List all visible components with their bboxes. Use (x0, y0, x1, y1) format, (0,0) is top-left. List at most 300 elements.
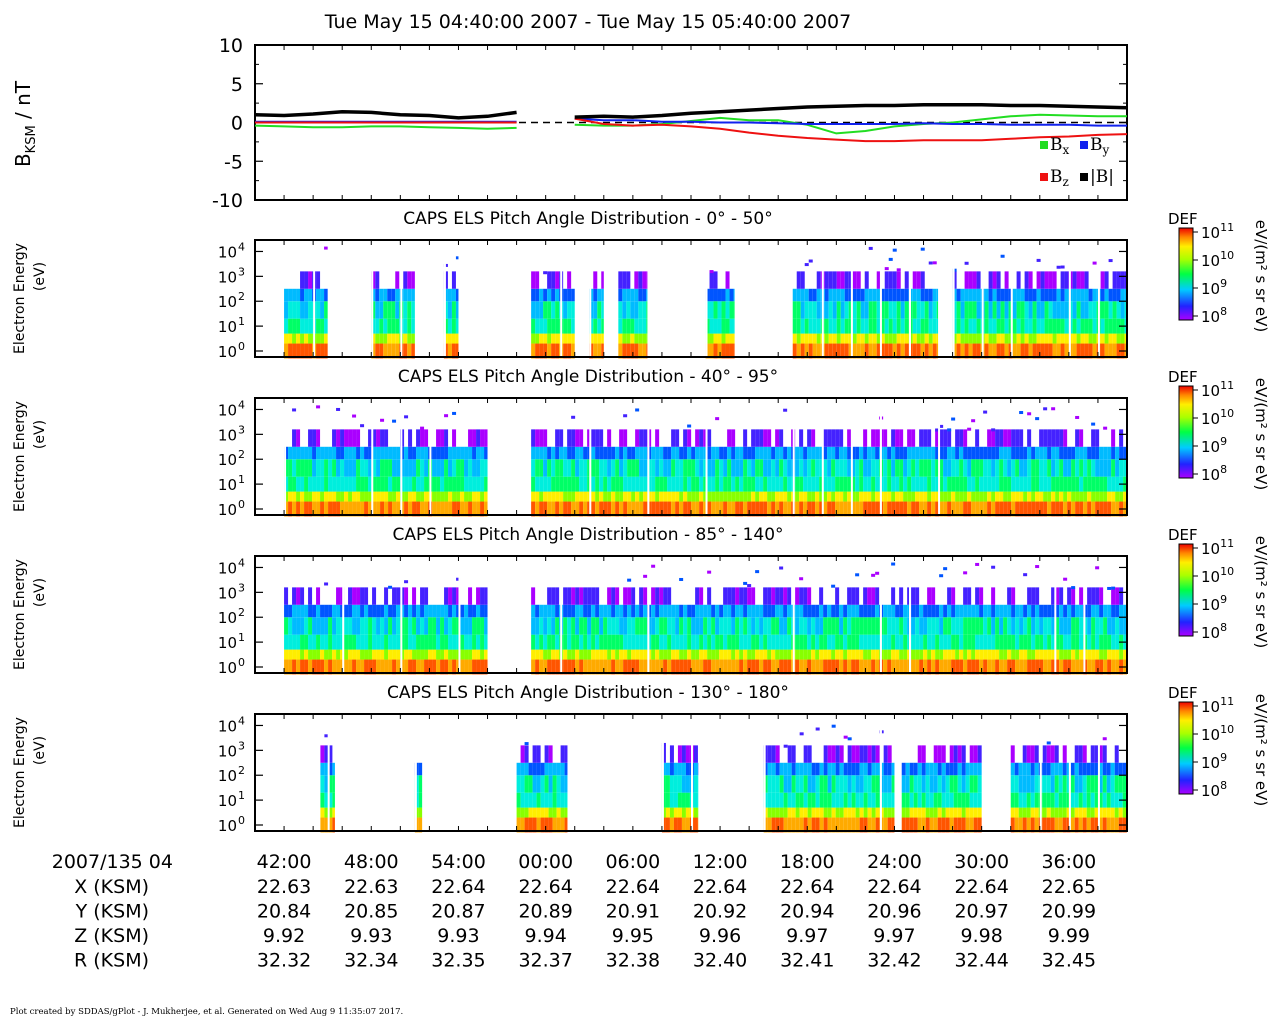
spectrogram-ylabel-unit: (eV) (32, 735, 48, 766)
heatmap-cell (1119, 650, 1123, 660)
heatmap-cell (1015, 459, 1019, 476)
ephemeris-value: 20.85 (344, 900, 399, 923)
heatmap-cell (699, 617, 703, 634)
heatmap-cell (943, 459, 947, 476)
ephemeris-value: 20.97 (954, 900, 1009, 923)
heatmap-cell (797, 334, 801, 344)
heatmap-cell (529, 808, 533, 818)
heatmap-cell (897, 301, 901, 318)
heatmap-cell (448, 635, 452, 650)
heatmap-cell (547, 319, 551, 334)
heatmap-cell (679, 635, 683, 650)
heatmap-cell (923, 650, 927, 660)
heatmap-cell (848, 737, 852, 740)
heatmap-cell (638, 301, 642, 318)
heatmap-cell (1031, 617, 1035, 634)
heatmap-cell (710, 319, 714, 334)
heatmap-cell (571, 492, 575, 502)
heatmap-cell (639, 605, 643, 617)
heatmap-cell (593, 301, 597, 318)
heatmap-cell (324, 605, 328, 617)
heatmap-cell (911, 587, 915, 604)
heatmap-cell (983, 492, 987, 502)
heatmap-cell (575, 459, 579, 476)
heatmap-cell (963, 617, 967, 634)
heatmap-cell (292, 492, 296, 502)
heatmap-cell (1059, 650, 1063, 660)
heatmap-cell (979, 650, 983, 660)
heatmap-cell (1079, 447, 1083, 459)
heatmap-cell (1107, 459, 1111, 476)
heatmap-cell (396, 447, 400, 459)
heatmap-cell (360, 605, 364, 617)
heatmap-cell (320, 763, 324, 775)
heatmap-cell (930, 775, 934, 792)
heatmap-cell (824, 775, 828, 792)
heatmap-cell (796, 808, 800, 818)
heatmap-cell (875, 587, 879, 604)
heatmap-cell (328, 617, 332, 634)
heatmap-cell (727, 617, 731, 634)
spectrogram-ylabel-unit: (eV) (32, 419, 48, 450)
heatmap-cell (360, 617, 364, 634)
heatmap-cell (348, 635, 352, 650)
energy-tick-label: 100 (217, 814, 245, 835)
heatmap-cell (300, 605, 304, 617)
heatmap-cell (1047, 775, 1051, 792)
heatmap-cell (1063, 578, 1067, 581)
heatmap-cell (832, 745, 836, 762)
heatmap-cell (622, 271, 626, 288)
heatmap-cell (420, 429, 424, 446)
heatmap-cell (1091, 635, 1095, 650)
colorbar-tick-label: $10^9$ (1201, 593, 1228, 614)
x-tick-label: 12:00 (692, 851, 748, 873)
heatmap-cell (695, 459, 699, 476)
heatmap-cell (799, 587, 803, 604)
x-tick-label: 36:00 (1041, 851, 1097, 873)
heatmap-cell (863, 635, 867, 650)
heatmap-cell (979, 605, 983, 617)
heatmap-cell (763, 492, 767, 502)
heatmap-cell (902, 793, 906, 808)
heatmap-cell (1079, 617, 1083, 634)
heatmap-cell (843, 617, 847, 634)
heatmap-cell (304, 617, 308, 634)
heatmap-cell (312, 635, 316, 650)
heatmap-cell (1047, 429, 1051, 446)
heatmap-cell (432, 650, 436, 660)
heatmap-cell (979, 587, 983, 604)
heatmap-cell (360, 447, 364, 459)
heatmap-cell (1105, 334, 1109, 344)
heatmap-cell (545, 808, 549, 818)
heatmap-cell (1033, 301, 1037, 318)
heatmap-cell (567, 635, 571, 650)
heatmap-cell (727, 492, 731, 502)
heatmap-cell (1063, 808, 1067, 818)
heatmap-cell (428, 650, 432, 660)
heatmap-cell (622, 289, 626, 301)
heatmap-cell (784, 775, 788, 792)
heatmap-cell (444, 414, 448, 417)
heatmap-cell (845, 319, 849, 334)
heatmap-cell (718, 334, 722, 344)
heatmap-cell (1075, 477, 1079, 492)
heatmap-cell (974, 775, 978, 792)
heatmap-cell (1107, 492, 1111, 502)
heatmap-cell (967, 605, 971, 617)
heatmap-cell (871, 429, 875, 446)
heatmap-cell (1087, 459, 1091, 476)
heatmap-cell (1079, 775, 1083, 792)
heatmap-cell (388, 447, 392, 459)
heatmap-cell (1033, 334, 1037, 344)
heatmap-cell (974, 808, 978, 818)
heatmap-cell (995, 650, 999, 660)
gap-stripe (691, 714, 693, 831)
heatmap-cell (316, 319, 320, 334)
heatmap-cell (987, 429, 991, 446)
heatmap-cell (1035, 417, 1039, 420)
heatmap-cell (832, 725, 836, 728)
heatmap-cell (817, 319, 821, 334)
heatmap-cell (831, 459, 835, 476)
energy-tick-exp: 3 (238, 739, 245, 753)
heatmap-cell (626, 271, 630, 288)
heatmap-cell (867, 650, 871, 660)
heatmap-cell (1051, 808, 1055, 818)
heatmap-cell (456, 319, 459, 334)
heatmap-cell (931, 617, 935, 634)
heatmap-cell (316, 429, 320, 446)
heatmap-cell (1099, 605, 1103, 617)
heatmap-cell (408, 459, 412, 476)
heatmap-cell (1117, 334, 1121, 344)
heatmap-cell (1057, 334, 1061, 344)
heatmap-cell (925, 301, 929, 318)
heatmap-cell (872, 775, 876, 792)
heatmap-cell (929, 289, 933, 301)
heatmap-cell (887, 492, 891, 502)
heatmap-cell (911, 492, 915, 502)
heatmap-cell (643, 492, 647, 502)
heatmap-cell (947, 650, 951, 660)
heatmap-cell (595, 459, 599, 476)
heatmap-cell (1043, 635, 1047, 650)
heatmap-cell (432, 477, 436, 492)
heatmap-cell (787, 459, 791, 476)
heatmap-cell (779, 605, 783, 617)
heatmap-cell (611, 587, 615, 604)
heatmap-cell (966, 793, 970, 808)
heatmap-cell (844, 775, 848, 792)
heatmap-cell (551, 459, 555, 476)
heatmap-cell (884, 775, 888, 792)
heatmap-cell (284, 289, 288, 301)
heatmap-cell (567, 492, 571, 502)
heatmap-cell (480, 617, 484, 634)
heatmap-cell (456, 477, 460, 492)
gap-stripe (1040, 714, 1042, 831)
heatmap-cell (300, 650, 304, 660)
heatmap-cell (839, 635, 843, 650)
heatmap-cell (1077, 301, 1081, 318)
heatmap-cell (987, 447, 991, 459)
heatmap-cell (719, 605, 723, 617)
heatmap-cell (525, 793, 529, 808)
heatmap-cell (675, 429, 679, 446)
heatmap-cell (714, 301, 718, 318)
heatmap-cell (611, 477, 615, 492)
heatmap-cell (472, 429, 476, 446)
heatmap-cell (476, 635, 480, 650)
heatmap-cell (695, 492, 699, 502)
ephemeris-value: 32.41 (780, 949, 835, 972)
heatmap-cell (959, 635, 963, 650)
heatmap-cell (731, 650, 735, 660)
heatmap-cell (1031, 459, 1035, 476)
heatmap-cell (1025, 319, 1029, 334)
heatmap-cell (687, 605, 691, 617)
heatmap-cell (316, 289, 320, 301)
heatmap-cell (1079, 605, 1083, 617)
heatmap-cell (989, 319, 993, 334)
heatmap-cell (547, 289, 551, 301)
heatmap-cell (787, 605, 791, 617)
heatmap-cell (623, 447, 627, 459)
heatmap-cell (627, 579, 631, 582)
heatmap-cell (557, 808, 561, 818)
heatmap-cell (1043, 407, 1047, 410)
heatmap-cell (643, 635, 647, 650)
heatmap-cell (1121, 289, 1125, 301)
heatmap-cell (827, 650, 831, 660)
heatmap-cell (763, 587, 767, 604)
heatmap-cell (776, 793, 780, 808)
heatmap-cell (1019, 650, 1023, 660)
heatmap-cell (831, 429, 835, 446)
heatmap-cell (1063, 492, 1067, 502)
heatmap-cell (759, 459, 763, 476)
heatmap-cell (1045, 289, 1049, 301)
heatmap-cell (1109, 334, 1113, 344)
heatmap-cell (958, 793, 962, 808)
heatmap-cell (541, 775, 545, 792)
heatmap-cell (380, 447, 384, 459)
heatmap-cell (567, 459, 571, 476)
heatmap-cell (747, 605, 751, 617)
heatmap-cell (1035, 763, 1039, 775)
heatmap-cell (561, 775, 565, 792)
heatmap-cell (1103, 745, 1107, 762)
heatmap-cell (808, 763, 812, 775)
heatmap-cell (687, 429, 691, 446)
heatmap-cell (631, 477, 635, 492)
heatmap-cell (919, 635, 923, 650)
heatmap-cell (1035, 793, 1039, 808)
heatmap-cell (827, 492, 831, 502)
heatmap-cell (687, 617, 691, 634)
heatmap-cell (918, 745, 922, 762)
heatmap-cell (848, 793, 852, 808)
heatmap-cell (799, 447, 803, 459)
heatmap-cell (755, 605, 759, 617)
heatmap-cell (599, 605, 603, 617)
heatmap-cell (967, 428, 971, 431)
heatmap-cell (565, 793, 568, 808)
heatmap-cell (865, 271, 869, 288)
heatmap-cell (927, 477, 931, 492)
heatmap-cell (1029, 301, 1033, 318)
heatmap-cell (535, 334, 539, 344)
heatmap-cell (472, 459, 476, 476)
heatmap-cell (300, 477, 304, 492)
heatmap-cell (1071, 587, 1075, 604)
heatmap-cell (859, 447, 863, 459)
heatmap-cell (1005, 301, 1009, 318)
heatmap-cell (597, 334, 601, 344)
heatmap-cell (379, 319, 383, 334)
heatmap-cell (411, 271, 415, 288)
heatmap-cell (833, 289, 837, 301)
heatmap-cell (902, 763, 906, 775)
heatmap-cell (476, 650, 480, 660)
heatmap-cell (384, 429, 388, 446)
heatmap-cell (675, 477, 679, 492)
heatmap-cell (991, 605, 995, 617)
heatmap-cell (887, 650, 891, 660)
heatmap-cell (618, 301, 622, 318)
heatmap-cell (995, 447, 999, 459)
heatmap-cell (404, 617, 408, 634)
heatmap-cell (962, 793, 966, 808)
heatmap-cell (1055, 775, 1059, 792)
heatmap-cell (623, 650, 627, 660)
heatmap-cell (472, 492, 476, 502)
gap-stripe (400, 398, 402, 515)
colorbar-tick-label: $10^8$ (1201, 305, 1228, 326)
heatmap-cell (476, 587, 480, 604)
heatmap-cell (726, 289, 730, 301)
heatmap-cell (1087, 635, 1091, 650)
heatmap-cell (1093, 262, 1097, 265)
heatmap-cell (332, 763, 335, 775)
heatmap-cell (1109, 319, 1113, 334)
heatmap-cell (1015, 429, 1019, 446)
heatmap-cell (979, 617, 983, 634)
heatmap-cell (1091, 447, 1095, 459)
heatmap-cell (1011, 775, 1015, 792)
heatmap-cell (352, 635, 356, 650)
heatmap-cell (424, 650, 428, 660)
heatmap-cell (521, 793, 525, 808)
heatmap-cell (1107, 617, 1111, 634)
heatmap-cell (1083, 745, 1087, 762)
heatmap-cell (587, 617, 591, 634)
heatmap-cell (808, 745, 812, 762)
heatmap-cell (711, 617, 715, 634)
heatmap-cell (779, 617, 783, 634)
heatmap-cell (547, 492, 551, 502)
heatmap-cell (324, 301, 328, 318)
heatmap-cell (843, 459, 847, 476)
heatmap-cell (671, 459, 675, 476)
heatmap-cell (730, 301, 734, 318)
heatmap-cell (547, 587, 551, 604)
heatmap-cell (412, 477, 416, 492)
heatmap-cell (975, 587, 979, 604)
heatmap-cell (659, 447, 663, 459)
heatmap-cell (795, 587, 799, 604)
heatmap-cell (468, 492, 472, 502)
heatmap-cell (961, 289, 965, 301)
heatmap-cell (312, 650, 316, 660)
heatmap-cell (776, 745, 780, 762)
heatmap-cell (364, 605, 368, 617)
heatmap-cell (555, 617, 559, 634)
heatmap-cell (919, 492, 923, 502)
heatmap-cell (931, 587, 935, 604)
heatmap-cell (1023, 775, 1027, 792)
heatmap-cell (1109, 301, 1113, 318)
heatmap-cell (831, 585, 835, 588)
heatmap-cell (312, 447, 316, 459)
heatmap-cell (811, 429, 815, 446)
heatmap-cell (396, 617, 400, 634)
heatmap-cell (364, 459, 368, 476)
heatmap-cell (731, 447, 735, 459)
heatmap-cell (352, 650, 356, 660)
heatmap-cell (480, 492, 484, 502)
heatmap-cell (726, 334, 730, 344)
heatmap-cell (683, 429, 687, 446)
heatmap-cell (751, 477, 755, 492)
heatmap-cell (991, 477, 995, 492)
heatmap-cell (543, 334, 547, 344)
heatmap-cell (674, 775, 678, 792)
heatmap-cell (555, 492, 559, 502)
heatmap-cell (926, 775, 930, 792)
heatmap-cell (859, 459, 863, 476)
heatmap-cell (615, 617, 619, 634)
heatmap-cell (919, 617, 923, 634)
heatmap-cell (533, 793, 537, 808)
legend-swatch-btot (1080, 173, 1088, 181)
heatmap-cell (561, 763, 565, 775)
heatmap-cell (1059, 477, 1063, 492)
heatmap-cell (1025, 271, 1029, 288)
heatmap-cell (639, 459, 643, 476)
heatmap-cell (344, 459, 348, 476)
heatmap-cell (521, 763, 525, 775)
heatmap-cell (1113, 334, 1117, 344)
heatmap-cell (551, 617, 555, 634)
heatmap-cell (591, 492, 595, 502)
heatmap-cell (597, 289, 601, 301)
heatmap-cell (743, 650, 747, 660)
colorbar-tick-exp: 8 (1220, 621, 1228, 634)
heatmap-cell (1031, 447, 1035, 459)
heatmap-cell (593, 334, 597, 344)
heatmap-cell (763, 617, 767, 634)
heatmap-cell (1039, 459, 1043, 476)
heatmap-cell (655, 650, 659, 660)
heatmap-cell (867, 587, 871, 604)
heatmap-cell (472, 447, 476, 459)
heatmap-cell (864, 775, 868, 792)
heatmap-cell (871, 477, 875, 492)
